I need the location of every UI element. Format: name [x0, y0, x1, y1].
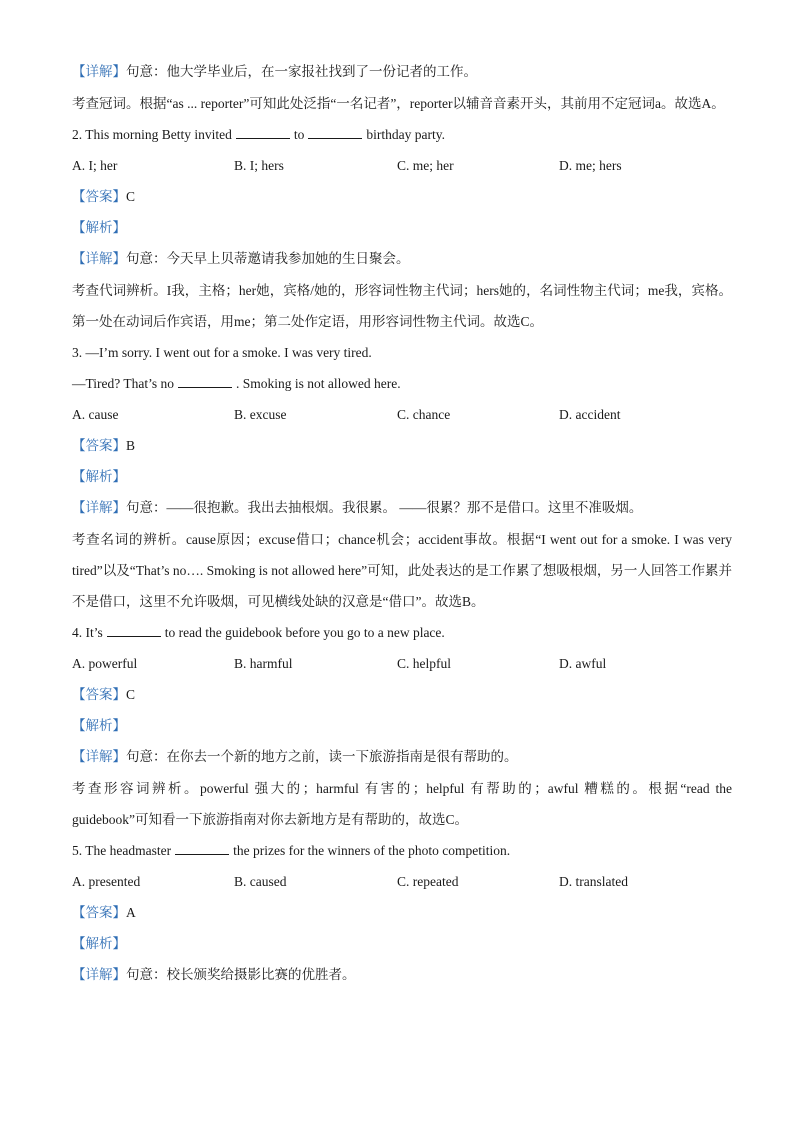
- answer-value: C: [126, 687, 136, 702]
- detail-text: 句意：今天早上贝蒂邀请我参加她的生日聚会。: [126, 251, 410, 266]
- option-c: C. chance: [397, 407, 451, 422]
- stem-text: the prizes for the winners of the photo competition.: [233, 843, 511, 858]
- stem-text: . Smoking is not allowed here.: [236, 376, 401, 391]
- q3-jiexi: [72, 467, 732, 487]
- q2-analysis: 考查代词辨析。I我，主格；her她，宾格/她的，形容词性物主代词；hers她的，名词性物主代词；me我，宾格。第一处在动词后作宾语，用me；第二处作定语，用形容词性物主代词。故选C。: [72, 283, 732, 329]
- q4-stem: [72, 623, 732, 643]
- answer-blank: [308, 126, 362, 139]
- option-d: D. awful: [559, 656, 607, 671]
- stem-text: to read the guidebook before you go to a new place.: [164, 625, 445, 640]
- jiexi-tag: 【解析】: [72, 220, 126, 235]
- answer-tag: 【答案】: [72, 687, 126, 702]
- option-b: B. I; hers: [234, 158, 284, 173]
- q1-analysis: 考查冠词。根据“as ... reporter”可知此处泛指“一名记者”，reporter以辅音音素开头，其前用不定冠词a。故选A。: [72, 96, 725, 111]
- answer-blank: [107, 624, 161, 637]
- stem-text: 4. It’s: [72, 625, 103, 640]
- stem-text: 2. This morning Betty invited: [72, 127, 232, 142]
- detail-tag: 【详解】: [72, 967, 126, 982]
- q2-jiexi: [72, 218, 732, 238]
- q2-answer: [72, 187, 732, 207]
- answer-tag: 【答案】: [72, 189, 126, 204]
- option-b: B. excuse: [234, 407, 287, 422]
- answer-tag: 【答案】: [72, 905, 126, 920]
- stem-text: birthday party.: [366, 127, 445, 142]
- q5-answer: [72, 903, 732, 923]
- q2-options: [72, 156, 732, 176]
- answer-value: B: [126, 438, 136, 453]
- answer-tag: 【答案】: [72, 438, 126, 453]
- q3-answer: [72, 436, 732, 456]
- option-b: B. harmful: [234, 656, 293, 671]
- q3-options: [72, 405, 732, 425]
- option-a: A. powerful: [72, 656, 138, 671]
- q3-stem-line1: 3. —I’m sorry. I went out for a smoke. I was very tired.: [72, 345, 372, 360]
- stem-text: to: [293, 127, 305, 142]
- detail-tag: 【详解】: [72, 64, 126, 79]
- answer-blank: [236, 126, 290, 139]
- option-c: C. repeated: [397, 874, 459, 889]
- q4-answer: [72, 685, 732, 705]
- q3-detail: [72, 498, 732, 518]
- q5-detail: [72, 965, 732, 985]
- jiexi-tag: 【解析】: [72, 936, 126, 951]
- q3-stem-line2: [72, 374, 732, 394]
- q4-options: [72, 654, 732, 674]
- detail-tag: 【详解】: [72, 251, 126, 266]
- option-c: C. me; her: [397, 158, 454, 173]
- answer-value: C: [126, 189, 136, 204]
- detail-text: 句意：校长颁奖给摄影比赛的优胜者。: [126, 967, 356, 982]
- document-page: [72, 62, 732, 996]
- answer-value: A: [126, 905, 136, 920]
- q4-analysis: 考查形容词辨析。powerful 强大的；harmful 有害的；helpful 有帮助的；awful 糟糕的。根据“read the guidebook”可知看一下旅游指南对你去新地方是有帮助的，故选C。: [72, 781, 732, 827]
- stem-text: 5. The headmaster: [72, 843, 172, 858]
- q2-stem: [72, 125, 732, 145]
- detail-text: 句意：在你去一个新的地方之前，读一下旅游指南是很有帮助的。: [126, 749, 518, 764]
- q2-detail: [72, 249, 732, 269]
- q5-jiexi: [72, 934, 732, 954]
- q5-stem: [72, 841, 732, 861]
- detail-tag: 【详解】: [72, 500, 126, 515]
- q1-detail: [72, 62, 732, 82]
- stem-text: —Tired? That’s no: [72, 376, 175, 391]
- jiexi-tag: 【解析】: [72, 469, 126, 484]
- option-d: D. translated: [559, 874, 628, 889]
- option-d: D. accident: [559, 407, 621, 422]
- option-a: A. presented: [72, 874, 141, 889]
- answer-blank: [175, 842, 229, 855]
- jiexi-tag: 【解析】: [72, 718, 126, 733]
- option-a: A. I; her: [72, 158, 118, 173]
- detail-text: 句意：——很抱歉。我出去抽根烟。我很累。 ——很累？那不是借口。这里不准吸烟。: [126, 500, 643, 515]
- q5-options: [72, 872, 732, 892]
- option-a: A. cause: [72, 407, 119, 422]
- detail-tag: 【详解】: [72, 749, 126, 764]
- q3-analysis: 考查名词的辨析。cause原因；excuse借口；chance机会；accident事故。根据“I went out for a smoke. I was very tired”以及“That’s no…. Smoking is not allowed here”可知，此处表达的是工作累了想吸根烟，另一人回答工作累并不是借口，这里不允许吸烟，可见横线处缺的汉意是“借口”。故选B。: [72, 532, 732, 609]
- q4-detail: [72, 747, 732, 767]
- option-d: D. me; hers: [559, 158, 622, 173]
- option-c: C. helpful: [397, 656, 451, 671]
- answer-blank: [178, 375, 232, 388]
- q4-jiexi: [72, 716, 732, 736]
- detail-text: 句意：他大学毕业后，在一家报社找到了一份记者的工作。: [126, 64, 477, 79]
- option-b: B. caused: [234, 874, 287, 889]
